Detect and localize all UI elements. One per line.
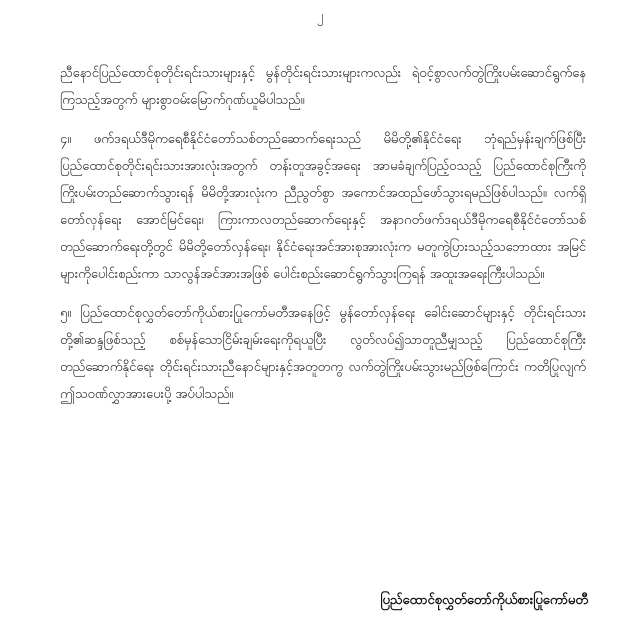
document-body — [60, 60, 586, 408]
paragraph-5: ၅။ ပြည်ထောင်စုလွှတ်တော်ကိုယ်စားပြုကော်မတီအနေဖြင့် မွန်တော်လှန်ရေး ခေါင်းဆောင်များနှင့် တိုင်းရင်းသားတို့၏ဆန္ဒဖြစ်သည့် စစ်မှန်သောငြိမ်းချမ်းရေးကိုရယူပြီး လွတ်လပ်၍သာတူညီမျှသည့် ပြည်ထောင်စုကြီးတည်ဆောက်နိုင်ရေး တိုင်းရင်းသားညီနောင်များနှင့်အတူတကွ လက်တွဲကြိုးပမ်းသွားမည်ဖြစ်ကြောင်း ကတိပြုလျက် ဤသဝဏ်လွှာအားပေးပို့ အပ်ပါသည်။ — [60, 306, 586, 402]
signature-line: ပြည်ထောင်စုလွှတ်တော်ကိုယ်စားပြုကော်မတီ — [380, 593, 588, 608]
paragraph-intro: ညီနောင်ပြည်ထောင်စုတိုင်းရင်းသားများနှင့် မွန်တိုင်းရင်းသားများကလည်း ရဲဝင့်စွာလက်တွဲကြိုးပမ်းဆောင်ရွက်နေကြသည့်အတွက် များစွာဝမ်းမြောက်ဂုဏ်ယူမိပါသည်။ — [60, 66, 586, 108]
paragraph-4: ၄။ ဖက်ဒရယ်ဒီမိုကရေစီနိုင်ငံတော်သစ်တည်ဆောက်ရေးသည် မိမိတို့၏နိုင်ငံရေး ဘုံရည်မှန်းချက်ဖြစ်ပြီး ပြည်ထောင်စုတိုင်းရင်းသားအားလုံးအတွက် တန်းတူအခွင့်အရေး အာမခံချက်ပြည့်ဝသည့် ပြည်ထောင်စုကြီးကိုကြိုးပမ်းတည်ဆောက်သွားရန် မိမိတို့အားလုံးက ညီညွတ်စွာ အကောင်အထည်ဖော်သွားရမည်ဖြစ်ပါသည်။ လက်ရှိတော်လှန်ရေး အောင်မြင်ရေး၊ ကြားကာလတည်ဆောက်ရေးနှင့် အနာဂတ်ဖက်ဒရယ်ဒီမိုကရေစီနိုင်ငံတော်သစ်တည်ဆောက်ရေးတို့တွင် မိမိတို့တော်လှန်ရေး၊ နိုင်ငံရေးအင်အားစုအားလုံးက မတူကွဲပြားသည့်သဘောထား အမြင်များကိုပေါင်းစည်းကာ သာလွန်အင်အားအဖြစ် ပေါင်းစည်းဆောင်ရွက်သွားကြရန် အထူးအရေးကြီးပါသည်။ — [60, 132, 586, 282]
page-number: ၂ — [316, 9, 324, 24]
